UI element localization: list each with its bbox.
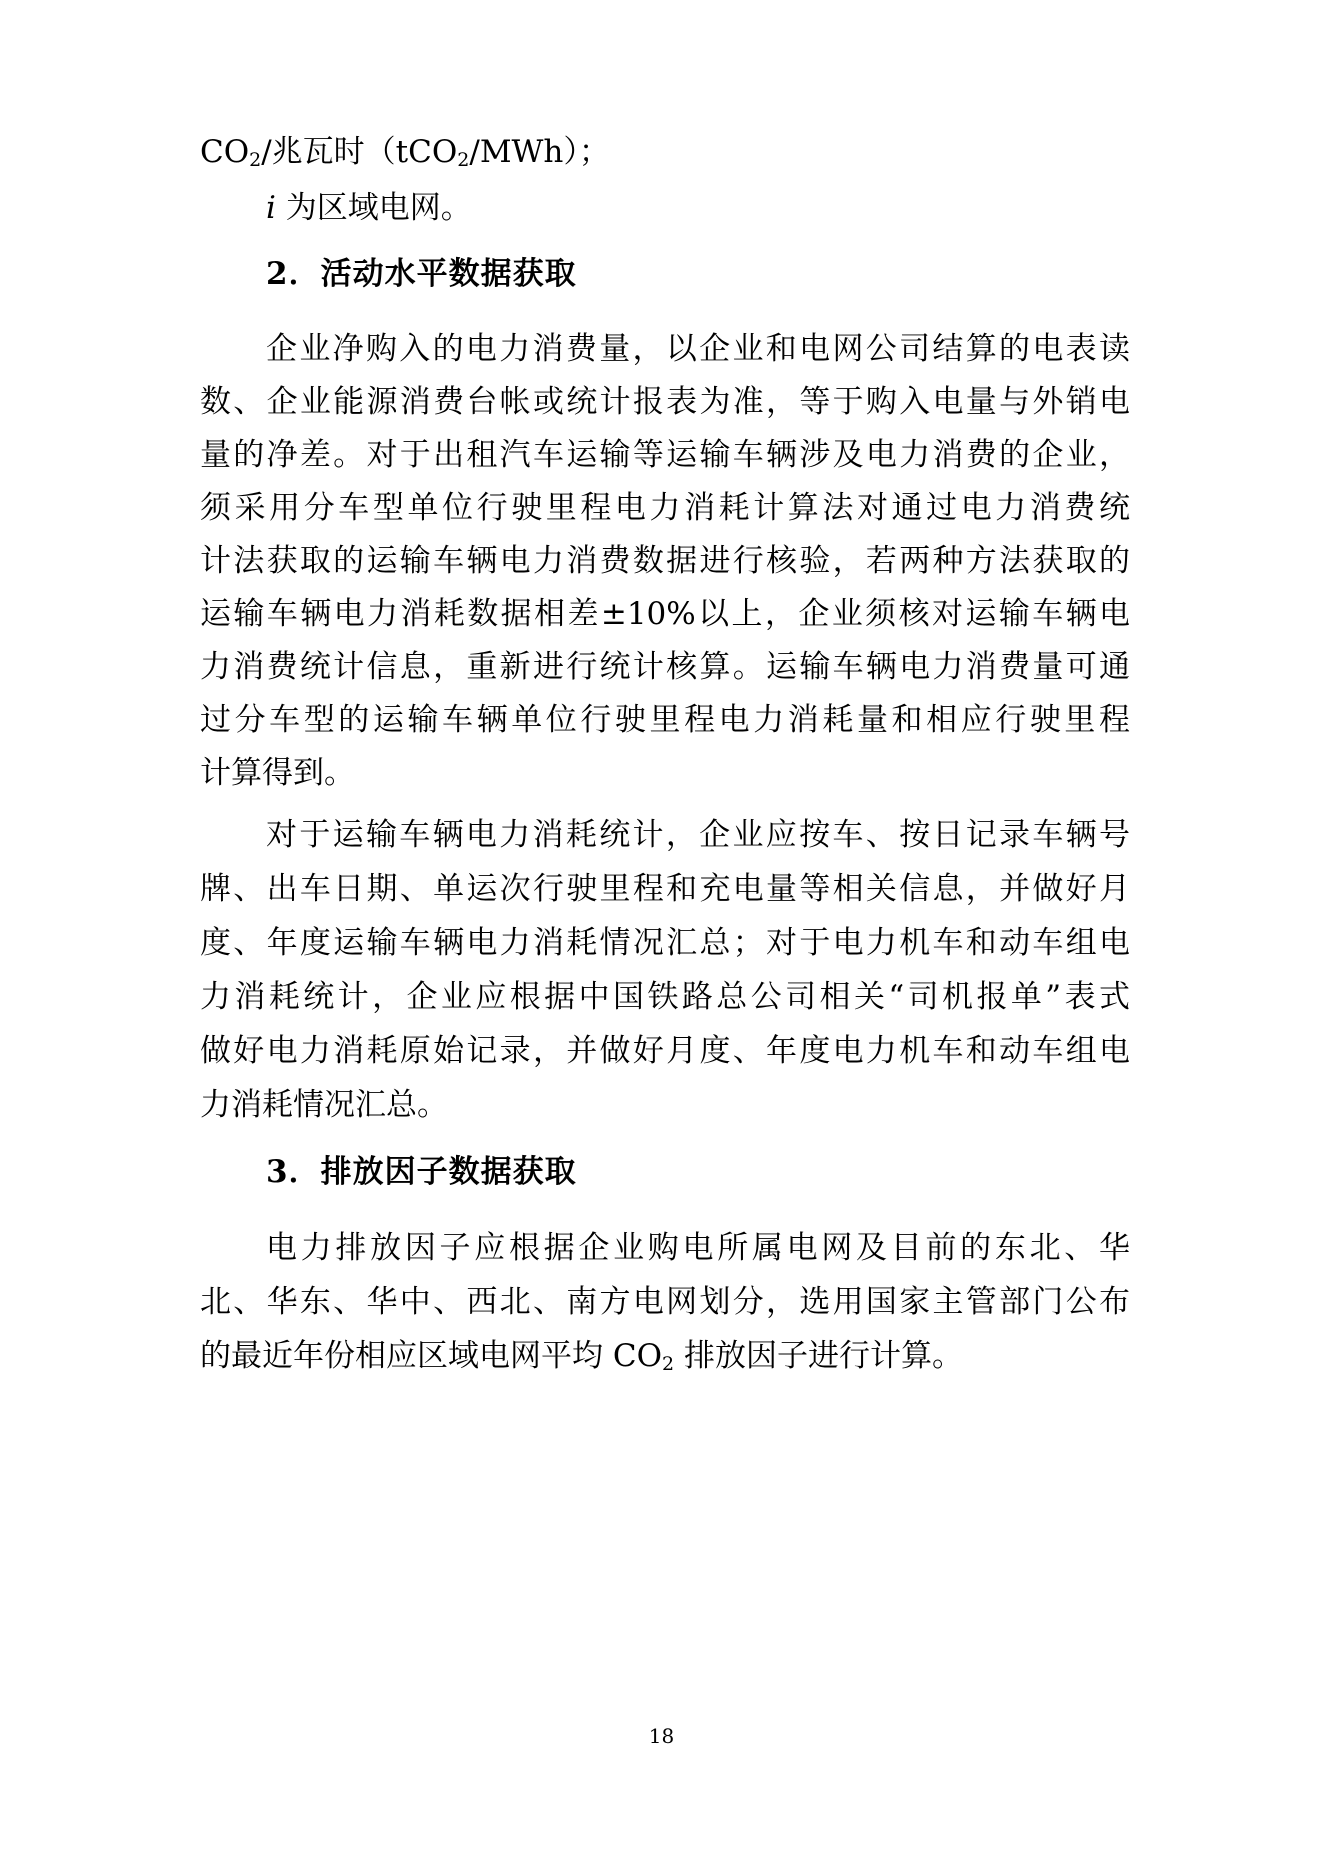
- subscript-2: 2: [662, 1353, 675, 1375]
- section-heading-2: 2．活动水平数据获取: [266, 256, 577, 292]
- paragraph-line: [200, 1336, 1130, 1376]
- text-unit-mid: /兆瓦时（tCO: [261, 134, 458, 170]
- text-segment: 排放因子进行计算。: [674, 1338, 963, 1374]
- subscript-2: 2: [249, 149, 262, 171]
- paragraph-line: 度、年度运输车辆电力消耗情况汇总；对于电力机车和动车组电: [200, 925, 1130, 961]
- paragraph-line: 力消费统计信息，重新进行统计核算。运输车辆电力消费量可通: [200, 649, 1130, 685]
- paragraph-line: 量的净差。对于出租汽车运输等运输车辆涉及电力消费的企业，: [200, 437, 1130, 473]
- paragraph-line: 力消耗情况汇总。: [200, 1087, 448, 1123]
- paragraph-line: 计算得到。: [200, 755, 355, 791]
- variable-definition-line: [266, 188, 1130, 228]
- page-number: 18: [648, 1724, 675, 1748]
- variable-definition-text: 为区域电网。: [275, 190, 472, 226]
- paragraph-line: 电力排放因子应根据企业购电所属电网及目前的东北、华: [266, 1230, 1130, 1266]
- text-co: CO: [200, 134, 250, 170]
- paragraph-line: 做好电力消耗原始记录，并做好月度、年度电力机车和动车组电: [200, 1033, 1130, 1069]
- paragraph-line: 过分车型的运输车辆单位行驶里程电力消耗量和相应行驶里程: [200, 702, 1130, 738]
- section-heading-3: 3．排放因子数据获取: [266, 1154, 577, 1190]
- paragraph-line: 力消耗统计，企业应根据中国铁路总公司相关“司机报单”表式: [200, 979, 1130, 1015]
- paragraph-line: 北、华东、华中、西北、南方电网划分，选用国家主管部门公布: [200, 1284, 1130, 1320]
- paragraph-line: 须采用分车型单位行驶里程电力消耗计算法对通过电力消费统: [200, 490, 1130, 526]
- subscript-2: 2: [457, 149, 470, 171]
- unit-line: [200, 132, 1130, 172]
- paragraph-line: 计法获取的运输车辆电力消费数据进行核验，若两种方法获取的: [200, 543, 1130, 579]
- paragraph-line: 牌、出车日期、单运次行驶里程和充电量等相关信息，并做好月: [200, 871, 1130, 907]
- variable-i: i: [266, 190, 276, 226]
- text-segment: 的最近年份相应区域电网平均 CO: [200, 1338, 662, 1374]
- paragraph-line: 企业净购入的电力消费量，以企业和电网公司结算的电表读: [266, 331, 1130, 367]
- paragraph-line: 对于运输车辆电力消耗统计，企业应按车、按日记录车辆号: [266, 817, 1130, 853]
- paragraph-line: 运输车辆电力消耗数据相差±10%以上，企业须核对运输车辆电: [200, 596, 1130, 632]
- text-unit-end: /MWh）；: [469, 134, 610, 170]
- paragraph-line: 数、企业能源消费台帐或统计报表为准，等于购入电量与外销电: [200, 384, 1130, 420]
